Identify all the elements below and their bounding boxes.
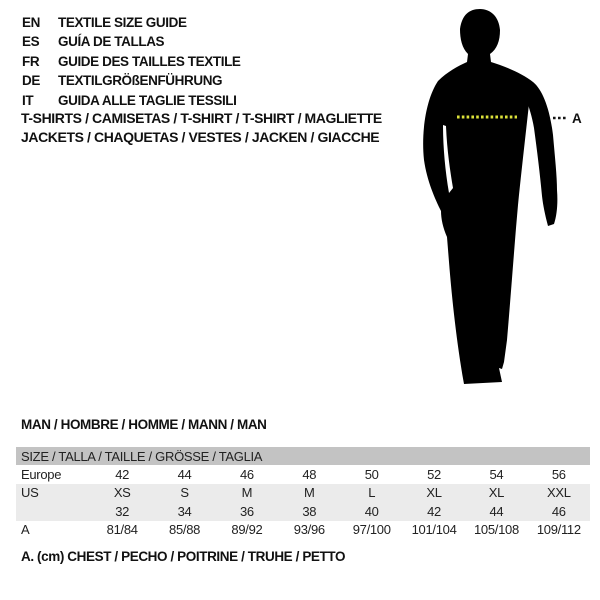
size-cell: XL — [488, 485, 505, 501]
row-label: A — [21, 522, 30, 538]
size-table — [16, 447, 590, 539]
size-cell: S — [180, 485, 189, 501]
language-label: GUIDA ALLE TAGLIE TESSILI — [58, 92, 237, 108]
language-code: DE — [22, 73, 40, 89]
size-cell: 38 — [302, 503, 317, 519]
table-row — [16, 484, 590, 503]
size-cell: 42 — [115, 466, 130, 482]
size-cell: 93/96 — [293, 522, 325, 538]
size-cell: 54 — [489, 466, 504, 482]
size-cell: 85/88 — [169, 522, 201, 538]
table-row — [16, 502, 590, 521]
language-list — [22, 13, 241, 110]
size-cell: 52 — [427, 466, 441, 482]
size-cell: 46 — [551, 503, 566, 519]
language-code: EN — [22, 15, 40, 30]
measure-footnote: A. (cm) CHEST / PECHO / POITRINE / TRUHE / PETTO — [21, 549, 346, 564]
right-arm-silhouette — [527, 82, 558, 226]
size-cell: 44 — [489, 503, 504, 519]
language-label: GUIDE DES TAILLES TEXTILE — [58, 53, 241, 69]
size-cell: 101/104 — [411, 522, 457, 538]
size-cell: 36 — [240, 503, 254, 519]
body-silhouette — [423, 9, 534, 384]
man-silhouette-svg — [400, 0, 600, 400]
category-line: JACKETS / CHAQUETAS / VESTES / JACKEN / GIACCHE — [21, 128, 380, 145]
size-cell: M — [241, 485, 253, 501]
category-list — [21, 109, 382, 146]
size-cell: XS — [113, 485, 131, 501]
size-cell: L — [368, 485, 376, 501]
language-code: IT — [22, 92, 34, 108]
size-cell: 46 — [240, 466, 254, 482]
size-table-header: SIZE / TALLA / TAILLE / GRÖSSE / TAGLIA — [16, 447, 590, 465]
language-row — [22, 13, 241, 32]
size-cell: 50 — [364, 466, 379, 482]
measure-label: A — [572, 111, 582, 126]
size-cell: 44 — [177, 466, 192, 482]
language-label: TEXTILGRÖßENFÜHRUNG — [58, 73, 223, 89]
size-cell: 105/108 — [473, 522, 519, 538]
table-row — [16, 521, 590, 540]
size-cell: 40 — [364, 503, 379, 519]
size-cell: 34 — [177, 503, 192, 519]
size-cell: 48 — [302, 466, 317, 482]
size-table-body — [16, 465, 590, 539]
size-cell: 42 — [427, 503, 441, 519]
size-cell: 109/112 — [536, 522, 581, 538]
size-cell: 81/84 — [106, 522, 138, 538]
size-cell: 32 — [115, 503, 130, 519]
size-cell: M — [304, 485, 315, 501]
row-label: Europe — [21, 466, 62, 482]
size-cell: 56 — [551, 466, 566, 482]
language-row — [22, 91, 241, 110]
language-label: TEXTILE SIZE GUIDE — [58, 15, 187, 30]
language-row — [22, 71, 241, 90]
language-code: ES — [22, 34, 40, 50]
section-title: MAN / HOMBRE / HOMME / MANN / MAN — [21, 417, 267, 432]
size-cell: 89/92 — [231, 522, 263, 538]
man-silhouette — [400, 0, 600, 400]
size-cell: XXL — [546, 485, 571, 501]
language-label: GUÍA DE TALLAS — [58, 34, 165, 50]
language-row — [22, 32, 241, 51]
language-row — [22, 52, 241, 71]
size-cell: XL — [426, 485, 442, 501]
language-code: FR — [22, 53, 40, 69]
size-cell: 97/100 — [352, 522, 391, 538]
row-label: US — [21, 485, 39, 501]
category-line: T-SHIRTS / CAMISETAS / T-SHIRT / T-SHIRT / MAGLIETTE — [21, 110, 382, 126]
table-row — [16, 465, 590, 484]
